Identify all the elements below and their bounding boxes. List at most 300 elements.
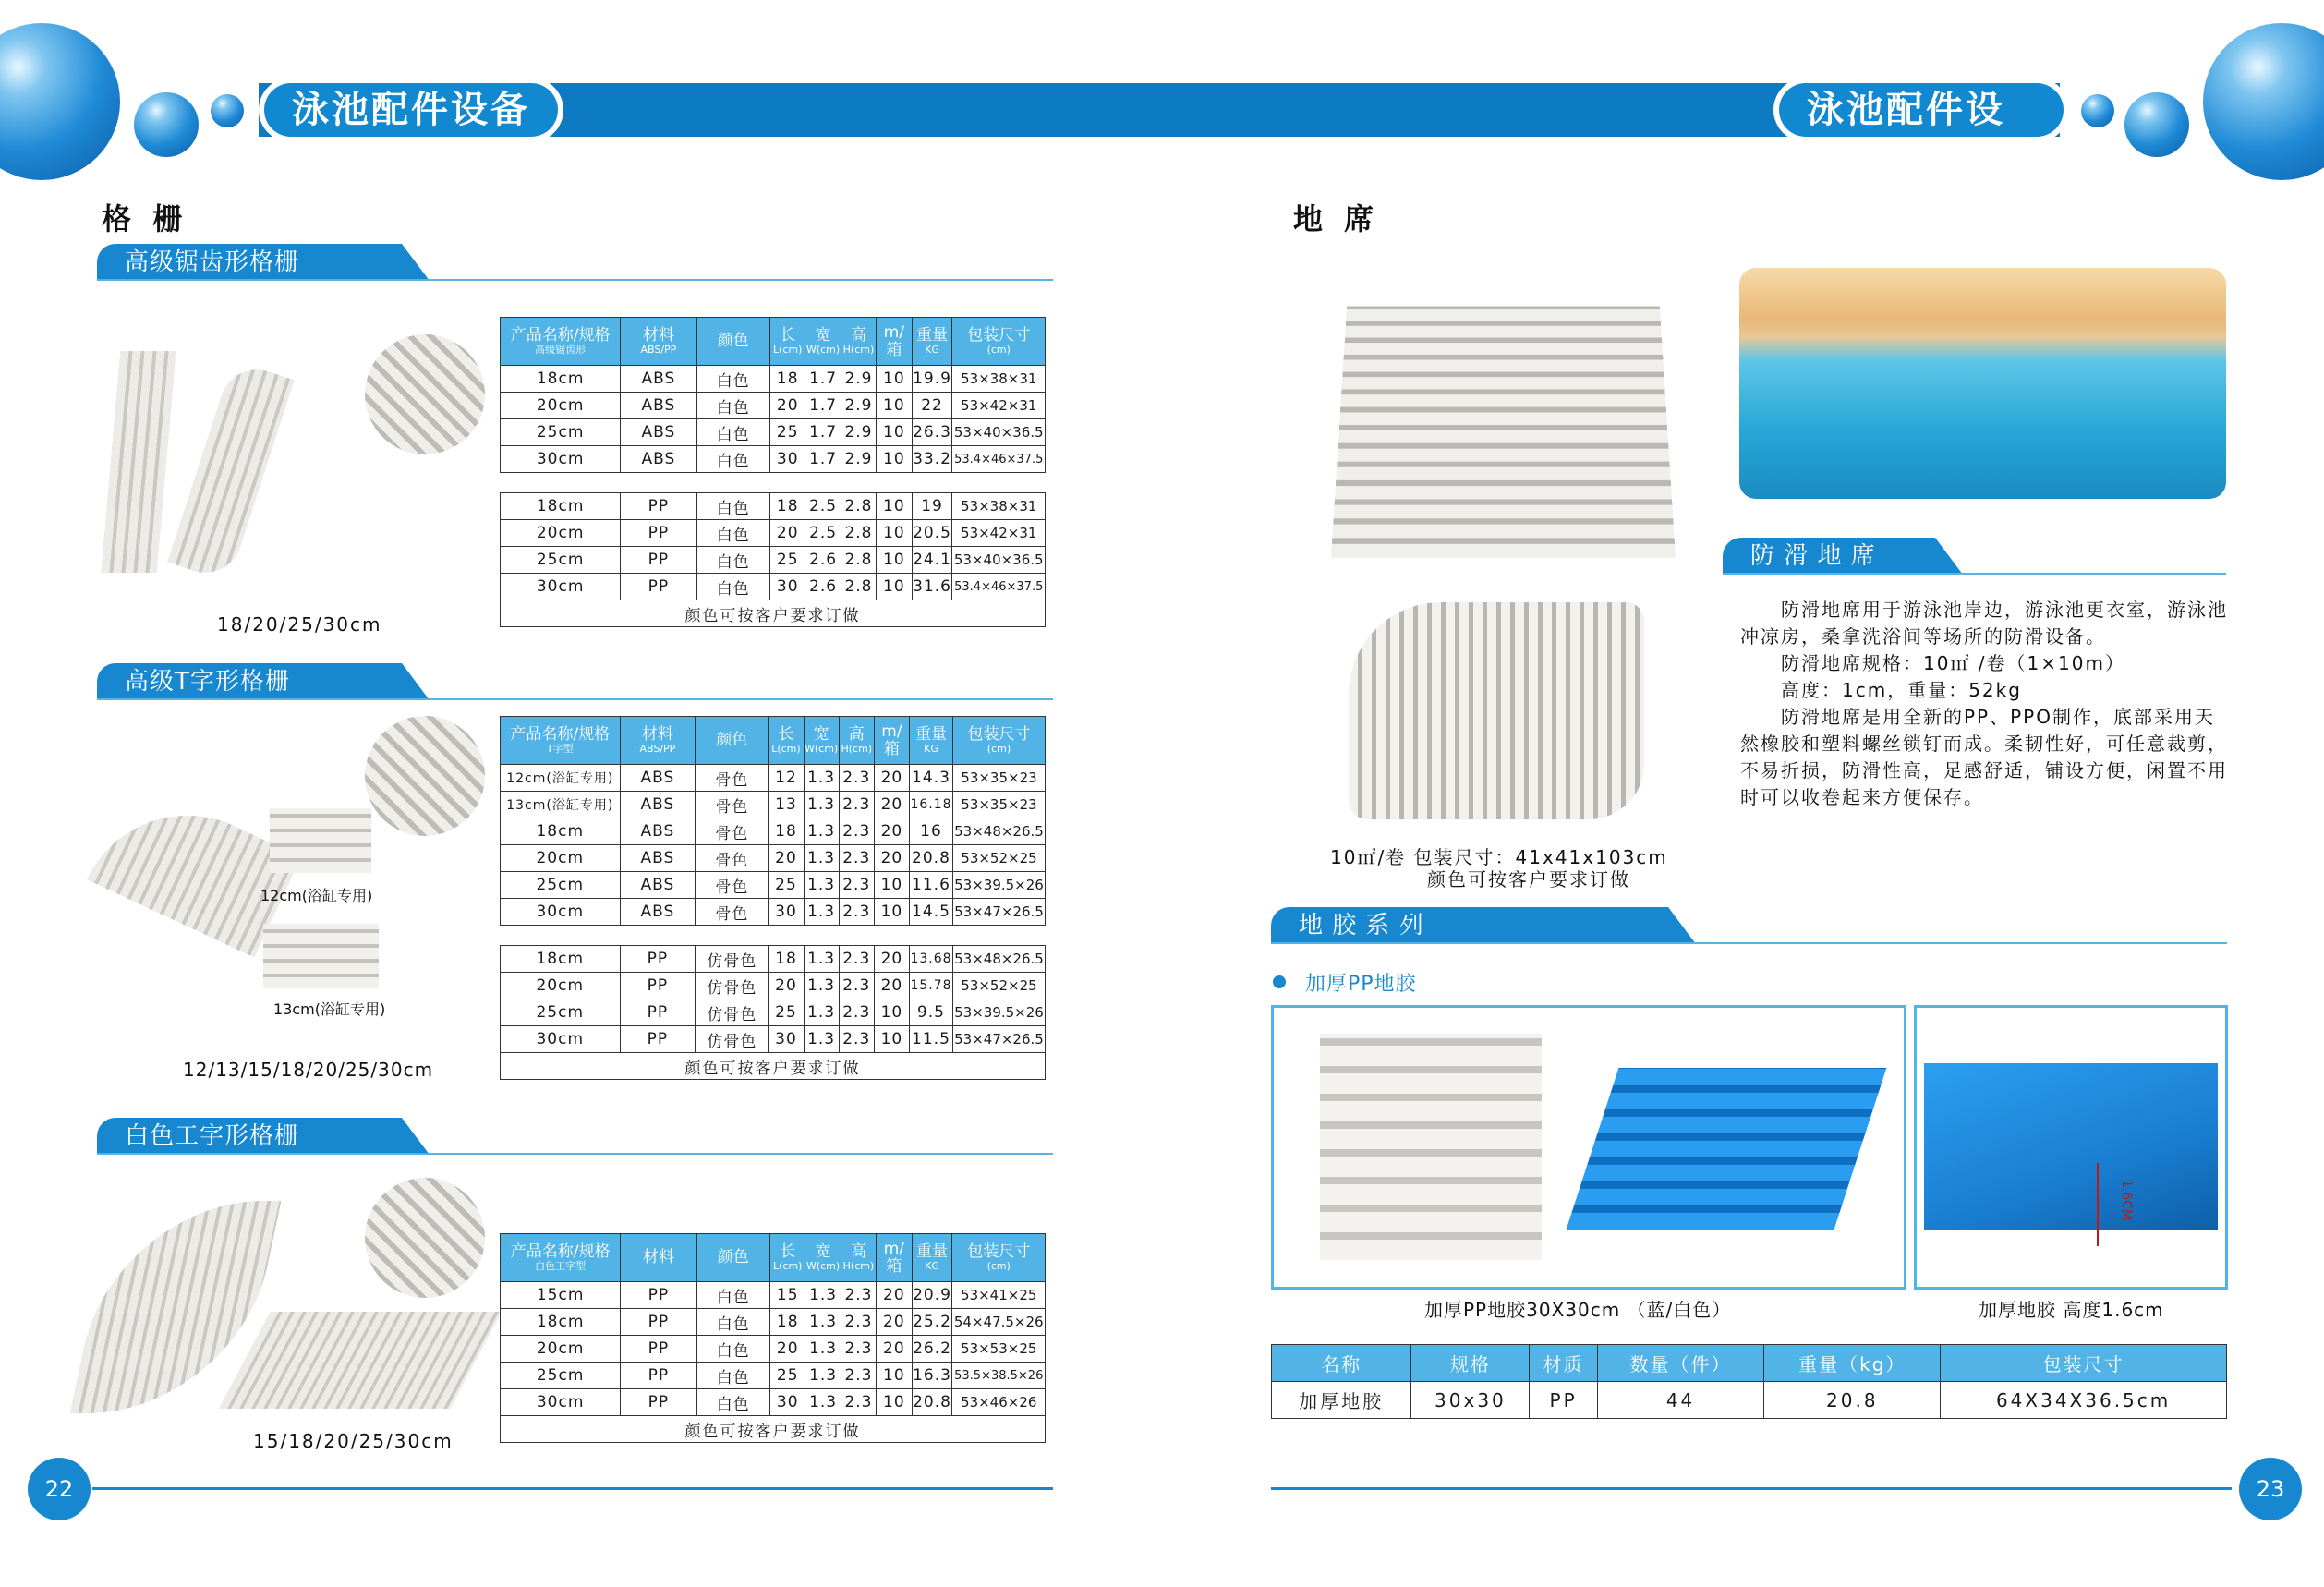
table-header-main: 包装尺寸 xyxy=(967,725,1031,744)
table-cell: 1.3 xyxy=(804,845,839,872)
table-header-main: 宽 xyxy=(815,326,831,345)
table-cell: 仿骨色 xyxy=(696,946,769,973)
table-header-sub: L(cm) xyxy=(771,743,801,755)
table-cell: 13cm(浴缸专用) xyxy=(501,792,621,818)
table-cell: 20 xyxy=(877,1336,912,1363)
table-row xyxy=(501,1389,1046,1416)
table-cell: 20 xyxy=(770,1336,805,1363)
table-cell: 53×35×23 xyxy=(952,765,1045,792)
table-row xyxy=(501,1363,1046,1389)
t-shape-13cm-caption: 13cm(浴缸专用) xyxy=(273,1000,386,1018)
table-header-cell xyxy=(770,1234,805,1282)
table-cell: 20 xyxy=(770,393,805,419)
bubble-medium-right xyxy=(2124,92,2189,157)
table-header-cell xyxy=(912,318,952,366)
table-cell: 25 xyxy=(769,999,804,1026)
table-cell: 2.9 xyxy=(841,446,876,473)
table-cell: 15cm xyxy=(501,1282,621,1309)
table-note-cell: 颜色可按客户要求订做 xyxy=(501,600,1046,627)
section-line xyxy=(97,1153,1053,1155)
table-header-cell xyxy=(874,717,909,765)
table-header-cell xyxy=(696,717,769,765)
table-header-main: m/箱 xyxy=(881,721,902,758)
table-cell: 10 xyxy=(877,419,912,446)
table-cell: 25.2 xyxy=(912,1309,952,1336)
table-cell: ABS xyxy=(621,446,696,473)
table-cell: 2.3 xyxy=(839,973,874,999)
section-line xyxy=(97,279,1053,281)
table-cell: 1.7 xyxy=(805,393,841,419)
table-header-sub: ABS/PP xyxy=(640,344,677,356)
section-tab-t-shape: 高级T字形格栅 xyxy=(97,663,402,700)
table-cell: 20 xyxy=(874,973,909,999)
table-header-row xyxy=(501,717,1046,765)
table-cell: PP xyxy=(621,547,696,574)
table-header-cell xyxy=(841,318,876,366)
floor-bullet-label: 加厚PP地胶 xyxy=(1305,973,1417,996)
table-cell: 25cm xyxy=(501,1363,621,1389)
sawtooth-spec-table xyxy=(500,317,1046,627)
floor-table-header-cell: 重量（kg） xyxy=(1764,1345,1941,1382)
table-gap-cell xyxy=(501,926,1046,946)
table-cell: 20 xyxy=(770,520,805,547)
anti-slip-paragraph: 高度：1cm，重量：52kg xyxy=(1781,679,2022,701)
table-note-row xyxy=(501,1416,1046,1443)
page-number-left: 22 xyxy=(28,1458,91,1520)
table-cell: 白色 xyxy=(696,1389,770,1416)
table-cell: 25cm xyxy=(501,872,621,899)
table-cell: 白色 xyxy=(696,547,770,574)
table-cell: 1.3 xyxy=(804,765,839,792)
table-header-cell xyxy=(805,318,841,366)
table-row xyxy=(501,765,1046,792)
sawtooth-caption: 18/20/25/30cm xyxy=(217,613,382,636)
floor-table-cell: PP xyxy=(1530,1382,1597,1419)
table-note-cell: 颜色可按客户要求订做 xyxy=(501,1416,1046,1443)
table-cell: 白色 xyxy=(696,574,770,600)
table-header-main: 产品名称/规格 xyxy=(510,1242,611,1261)
i-shape-spec-table xyxy=(500,1233,1046,1443)
floor-table-row xyxy=(1272,1382,2227,1419)
blue-tile-closeup-image xyxy=(1924,1063,2218,1230)
table-header-main: 材料 xyxy=(641,725,673,744)
table-cell: 18 xyxy=(770,366,805,393)
table-cell: 10 xyxy=(877,493,912,520)
table-cell: 10 xyxy=(874,1026,909,1053)
table-header-main: 材料 xyxy=(642,1248,674,1266)
table-cell: 仿骨色 xyxy=(696,1026,769,1053)
table-cell: 20cm xyxy=(501,1336,621,1363)
table-cell: 骨色 xyxy=(696,845,769,872)
table-cell: 53.4×46×37.5 xyxy=(952,574,1046,600)
section-tab-anti-slip: 防 滑 地 席 xyxy=(1723,538,1935,575)
table-cell: 25cm xyxy=(501,547,621,574)
table-cell: 22 xyxy=(912,393,952,419)
table-row xyxy=(501,818,1046,845)
table-gap-row xyxy=(501,473,1046,493)
table-row xyxy=(501,1309,1046,1336)
table-cell: 25 xyxy=(770,1363,805,1389)
table-cell: 11.5 xyxy=(910,1026,953,1053)
table-cell: ABS xyxy=(620,899,696,926)
table-header-sub: W(cm) xyxy=(804,743,839,755)
bullet-dot xyxy=(1273,975,1286,988)
table-header-main: 宽 xyxy=(813,725,829,744)
table-cell: 13 xyxy=(769,792,804,818)
table-cell: 54×47.5×26 xyxy=(952,1309,1046,1336)
table-cell: 1.3 xyxy=(805,1309,841,1336)
section-line xyxy=(1723,573,2226,575)
t-shape-12cm-caption: 12cm(浴缸专用) xyxy=(260,887,373,904)
table-header-main: 高 xyxy=(850,326,866,345)
table-cell: PP xyxy=(621,1336,696,1363)
table-header-cell xyxy=(696,1234,770,1282)
table-cell: 白色 xyxy=(696,1336,770,1363)
table-cell: 2.3 xyxy=(841,1309,876,1336)
table-cell: 25 xyxy=(770,419,805,446)
table-cell: 30 xyxy=(770,1389,805,1416)
table-cell: PP xyxy=(621,1363,696,1389)
sawtooth-detail-image xyxy=(365,334,485,454)
table-cell: 19.9 xyxy=(912,366,952,393)
pool-photo xyxy=(1739,268,2226,499)
table-cell: 2.9 xyxy=(841,419,876,446)
table-header-sub: ABS/PP xyxy=(639,743,676,755)
table-cell: 53×42×31 xyxy=(952,520,1046,547)
table-row xyxy=(501,419,1046,446)
table-header-main: 宽 xyxy=(815,1242,831,1261)
table-cell: 2.5 xyxy=(805,493,841,520)
table-header-main: 颜色 xyxy=(717,332,749,350)
table-cell: 1.3 xyxy=(805,1389,841,1416)
table-cell: 20cm xyxy=(501,393,621,419)
table-cell: 20 xyxy=(769,973,804,999)
table-cell: PP xyxy=(621,493,696,520)
table-cell: 1.7 xyxy=(805,419,841,446)
table-header-sub: (cm) xyxy=(986,1260,1011,1272)
table-cell: 25cm xyxy=(501,419,621,446)
table-header-sub: KG xyxy=(925,1260,939,1272)
table-cell: 20 xyxy=(874,792,909,818)
bubble-large-right xyxy=(2203,23,2324,180)
table-header-cell xyxy=(877,318,912,366)
table-header-row xyxy=(501,318,1046,366)
table-header-main: 颜色 xyxy=(717,1248,749,1266)
table-header-main: 高 xyxy=(848,725,865,744)
table-cell: 仿骨色 xyxy=(696,999,769,1026)
table-cell: 10 xyxy=(877,520,912,547)
table-cell: 2.3 xyxy=(839,946,874,973)
header-title-right: 泳池配件设备 xyxy=(1779,83,2064,137)
table-cell: 2.8 xyxy=(841,547,876,574)
mat-caption-2: 颜色可按客户要求订做 xyxy=(1427,868,1630,890)
table-cell: 20.8 xyxy=(912,1389,952,1416)
table-header-cell xyxy=(841,1234,876,1282)
table-header-main: 包装尺寸 xyxy=(967,1242,1031,1261)
table-cell: 10 xyxy=(874,999,909,1026)
table-cell: 1.3 xyxy=(805,1282,841,1309)
table-cell: 2.3 xyxy=(839,899,874,926)
table-cell: 骨色 xyxy=(696,792,769,818)
table-row xyxy=(501,1282,1046,1309)
table-cell: 13.68 xyxy=(910,946,953,973)
table-cell: 2.3 xyxy=(841,1282,876,1309)
table-row xyxy=(501,1336,1046,1363)
table-header-main: m/箱 xyxy=(883,322,904,359)
table-cell: 18 xyxy=(769,818,804,845)
table-cell: 2.3 xyxy=(841,1363,876,1389)
table-cell: 1.3 xyxy=(804,792,839,818)
t-shape-13cm-image xyxy=(263,924,379,988)
table-cell: 2.9 xyxy=(841,393,876,419)
table-row xyxy=(501,366,1046,393)
table-header-sub: 白色工字型 xyxy=(535,1260,587,1272)
table-cell: 18cm xyxy=(501,946,621,973)
floor-table-cell: 64X34X36.5cm xyxy=(1941,1382,2227,1419)
table-cell: 白色 xyxy=(696,393,770,419)
table-cell: 53×42×31 xyxy=(952,393,1046,419)
floor-table-cell: 20.8 xyxy=(1764,1382,1941,1419)
table-cell: 仿骨色 xyxy=(696,973,769,999)
table-cell: ABS xyxy=(620,765,696,792)
table-cell: ABS xyxy=(620,845,696,872)
table-cell: 1.7 xyxy=(805,446,841,473)
table-cell: PP xyxy=(621,1309,696,1336)
table-row xyxy=(501,393,1046,419)
table-header-sub: T字型 xyxy=(546,743,574,755)
table-header-main: m/箱 xyxy=(883,1239,904,1276)
table-cell: 24.1 xyxy=(912,547,952,574)
table-row xyxy=(501,547,1046,574)
table-cell: 9.5 xyxy=(910,999,953,1026)
table-cell: 20cm xyxy=(501,973,621,999)
table-cell: 26.3 xyxy=(912,419,952,446)
table-cell: 白色 xyxy=(696,419,770,446)
table-cell: 1.3 xyxy=(804,946,839,973)
table-cell: 53×48×26.5 xyxy=(952,818,1045,845)
table-header-cell xyxy=(804,717,839,765)
table-header-cell xyxy=(952,1234,1046,1282)
mat-caption-1: 10㎡/卷 包装尺寸：41x41x103cm xyxy=(1330,846,1668,868)
table-cell: 30cm xyxy=(501,899,621,926)
table-header-sub: H(cm) xyxy=(842,1260,875,1272)
table-cell: 18 xyxy=(770,493,805,520)
table-header-sub: (cm) xyxy=(986,743,1011,755)
i-shape-caption: 15/18/20/25/30cm xyxy=(253,1430,454,1452)
table-cell: 14.5 xyxy=(910,899,953,926)
table-cell: 1.3 xyxy=(805,1336,841,1363)
table-cell: 20 xyxy=(874,765,909,792)
table-header-main: 产品名称/规格 xyxy=(510,725,611,744)
table-row xyxy=(501,446,1046,473)
t-shape-spec-table xyxy=(500,716,1046,1080)
table-cell: ABS xyxy=(620,872,696,899)
table-cell: 20.8 xyxy=(910,845,953,872)
table-cell: 2.3 xyxy=(839,765,874,792)
table-cell: PP xyxy=(621,520,696,547)
table-cell: 53.5×38.5×26 xyxy=(952,1363,1046,1389)
bubble-small-right xyxy=(2081,94,2114,127)
table-cell: PP xyxy=(620,946,696,973)
table-header-main: 重量 xyxy=(916,326,948,345)
height-marker-label: 1.6CM xyxy=(2119,1179,2135,1221)
table-cell: 1.7 xyxy=(805,366,841,393)
table-cell: 10 xyxy=(874,899,909,926)
table-header-sub: L(cm) xyxy=(772,344,803,356)
table-cell: 2.3 xyxy=(841,1336,876,1363)
table-cell: 53.4×46×37.5 xyxy=(952,446,1046,473)
table-header-sub: (cm) xyxy=(986,344,1011,356)
table-cell: 2.3 xyxy=(839,872,874,899)
table-header-main: 产品名称/规格 xyxy=(510,326,611,345)
table-cell: 25 xyxy=(770,547,805,574)
table-row xyxy=(501,493,1046,520)
table-header-sub: KG xyxy=(924,743,938,755)
table-cell: 19 xyxy=(912,493,952,520)
page-number-right: 23 xyxy=(2239,1458,2302,1520)
table-cell: 25cm xyxy=(501,999,621,1026)
table-header-main: 长 xyxy=(780,326,796,345)
table-header-row xyxy=(501,1234,1046,1282)
table-header-sub: 高级锯齿形 xyxy=(535,344,587,356)
table-cell: 11.6 xyxy=(910,872,953,899)
table-cell: 53×40×36.5 xyxy=(952,547,1046,574)
table-cell: 15.78 xyxy=(910,973,953,999)
floor-table-cell: 加厚地胶 xyxy=(1272,1382,1411,1419)
table-cell: 白色 xyxy=(696,446,770,473)
table-cell: 2.8 xyxy=(841,493,876,520)
table-cell: 53×47×26.5 xyxy=(952,899,1045,926)
table-cell: PP xyxy=(621,1389,696,1416)
table-header-main: 重量 xyxy=(914,725,947,744)
table-header-cell xyxy=(910,717,953,765)
table-cell: 骨色 xyxy=(696,872,769,899)
table-note-cell: 颜色可按客户要求订做 xyxy=(501,1053,1046,1080)
anti-slip-paragraph: 防滑地席规格：10㎡ /卷（1×10m） xyxy=(1781,652,2125,674)
floor-table-header-cell: 数量（件） xyxy=(1597,1345,1764,1382)
table-header-sub: L(cm) xyxy=(772,1260,803,1272)
sawtooth-grate-straight-image xyxy=(102,351,176,573)
table-cell: 白色 xyxy=(696,493,770,520)
table-header-cell xyxy=(696,318,770,366)
table-cell: 2.3 xyxy=(839,1026,874,1053)
table-cell: 白色 xyxy=(696,366,770,393)
table-header-cell xyxy=(501,318,621,366)
table-header-cell xyxy=(952,717,1045,765)
table-header-main: 长 xyxy=(780,1242,796,1261)
table-header-main: 材料 xyxy=(642,326,674,345)
table-cell: 白色 xyxy=(696,1309,770,1336)
table-row xyxy=(501,872,1046,899)
table-cell: ABS xyxy=(620,818,696,845)
table-cell: 20.5 xyxy=(912,520,952,547)
table-cell: 10 xyxy=(877,547,912,574)
table-note-row xyxy=(501,600,1046,627)
anti-slip-paragraph: 防滑地席是用全新的PP、PPO制作，底部采用天然橡胶和塑料螺丝锁钉而成。柔韧性好，可任意裁剪，不易折损，防滑性高，足感舒适，铺设方便，闲置不用时可以收卷起来方便保存。 xyxy=(1740,706,2228,808)
table-cell: 1.3 xyxy=(804,872,839,899)
table-cell: 2.6 xyxy=(805,574,841,600)
table-cell: 53×46×26 xyxy=(952,1389,1046,1416)
table-cell: 53×52×25 xyxy=(952,845,1045,872)
table-cell: 53×52×25 xyxy=(952,973,1045,999)
section-line xyxy=(97,698,1053,700)
table-cell: 2.8 xyxy=(841,574,876,600)
table-header-sub: KG xyxy=(925,344,939,356)
table-header-cell xyxy=(805,1234,841,1282)
table-cell: 33.2 xyxy=(912,446,952,473)
table-cell: 2.3 xyxy=(839,792,874,818)
table-cell: 10 xyxy=(877,366,912,393)
table-cell: 26.2 xyxy=(912,1336,952,1363)
table-cell: 18cm xyxy=(501,818,621,845)
table-cell: 30cm xyxy=(501,1389,621,1416)
table-cell: 18cm xyxy=(501,493,621,520)
footer-line-right xyxy=(1271,1487,2232,1490)
blue-floor-tile-image xyxy=(1567,1068,1887,1230)
table-cell: PP xyxy=(620,1026,696,1053)
table-row xyxy=(501,845,1046,872)
i-shape-grate-straight-image xyxy=(219,1312,502,1409)
header-pill-right xyxy=(1773,78,2069,185)
table-cell: 10 xyxy=(877,1389,912,1416)
table-cell: 53×38×31 xyxy=(952,493,1046,520)
table-cell: 2.8 xyxy=(841,520,876,547)
table-cell: 10 xyxy=(877,393,912,419)
table-header-cell xyxy=(952,318,1046,366)
table-cell: ABS xyxy=(621,366,696,393)
t-shape-detail-image xyxy=(365,716,485,836)
table-cell: 30 xyxy=(769,1026,804,1053)
anti-slip-mat-flat-image xyxy=(1331,306,1676,558)
table-row xyxy=(501,574,1046,600)
table-row xyxy=(501,999,1046,1026)
table-cell: ABS xyxy=(620,792,696,818)
table-cell: PP xyxy=(620,999,696,1026)
bubble-large-left xyxy=(0,23,120,180)
table-header-sub: H(cm) xyxy=(842,344,875,356)
anti-slip-description xyxy=(1740,597,2228,811)
floor-table-cell: 30x30 xyxy=(1411,1382,1530,1419)
table-cell: 2.6 xyxy=(805,547,841,574)
table-cell: 1.3 xyxy=(805,1363,841,1389)
table-cell: 18 xyxy=(769,946,804,973)
floor-table-cell: 44 xyxy=(1597,1382,1764,1419)
anti-slip-paragraph: 防滑地席用于游泳池岸边，游泳池更衣室，游泳池冲凉房，桑拿洗浴间等场所的防滑设备。 xyxy=(1740,599,2228,648)
table-cell: 20 xyxy=(877,1309,912,1336)
table-cell: 18 xyxy=(770,1309,805,1336)
table-header-main: 包装尺寸 xyxy=(967,326,1031,345)
table-cell: 30cm xyxy=(501,574,621,600)
table-cell: 31.6 xyxy=(912,574,952,600)
floor-caption-1: 加厚PP地胶30X30cm （蓝/白色） xyxy=(1424,1299,1732,1321)
header-title-left: 泳池配件设备 xyxy=(264,83,558,137)
left-heading: 格 栅 xyxy=(102,201,188,236)
table-header-cell xyxy=(620,717,696,765)
table-cell: 白色 xyxy=(696,1282,770,1309)
i-shape-detail-image xyxy=(365,1178,485,1298)
floor-table-header-cell: 包装尺寸 xyxy=(1941,1345,2227,1382)
table-header-main: 颜色 xyxy=(716,731,748,749)
table-cell: 53×47×26.5 xyxy=(952,1026,1045,1053)
t-shape-12cm-image xyxy=(270,808,371,873)
table-header-main: 重量 xyxy=(916,1242,948,1261)
table-row xyxy=(501,792,1046,818)
table-header-cell xyxy=(501,1234,621,1282)
table-cell: 20 xyxy=(874,946,909,973)
table-cell: ABS xyxy=(621,419,696,446)
table-cell: 53×53×25 xyxy=(952,1336,1046,1363)
section-tab-floor: 地 胶 系 列 xyxy=(1271,907,1668,944)
